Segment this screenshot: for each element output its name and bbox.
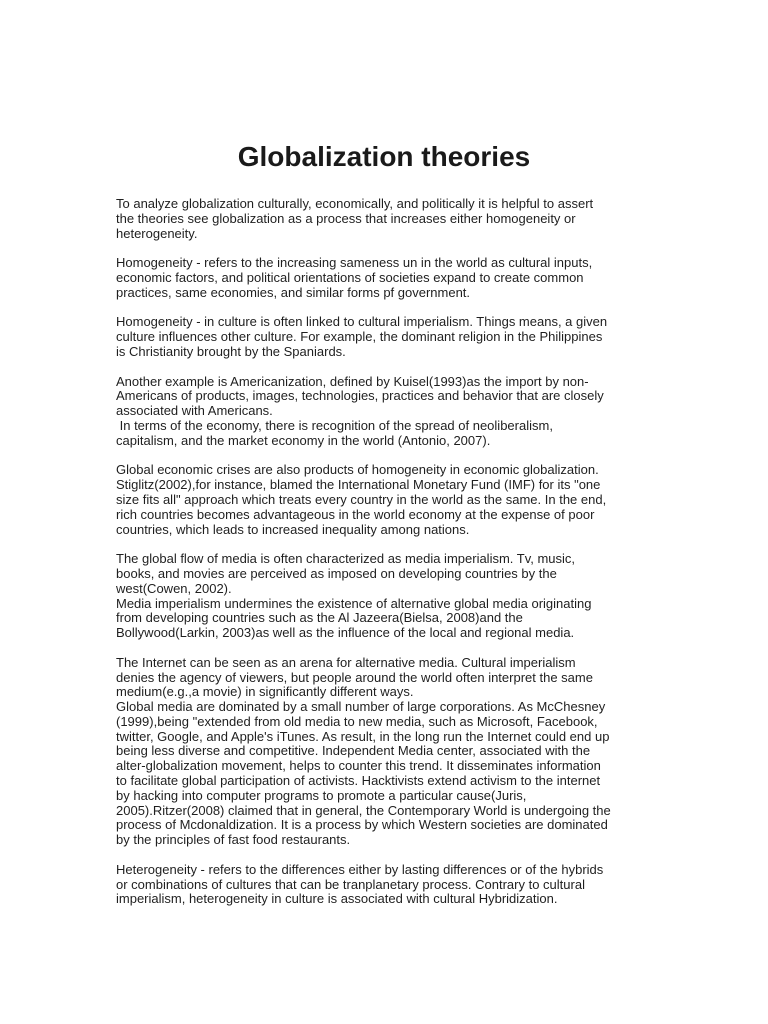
text-line: Stiglitz(2002),for instance, blamed the International Monetary Fund (IMF) for its "one bbox=[116, 477, 601, 493]
paragraph bbox=[116, 463, 656, 537]
text-line: size fits all" approach which treats every country in the world as the same. In the end, bbox=[116, 491, 607, 507]
text-line: countries, which leads to increased inequality among nations. bbox=[116, 521, 470, 537]
paragraph bbox=[116, 552, 656, 641]
paragraph bbox=[116, 256, 656, 300]
text-line: heterogeneity. bbox=[116, 225, 198, 241]
text-line: being less diverse and competitive. Independent Media center, associated with the bbox=[116, 743, 591, 759]
paragraph bbox=[116, 315, 656, 359]
text-line: rich countries becomes advantageous in the world economy at the expense of poor bbox=[116, 506, 595, 522]
text-line: associated with Americans. bbox=[116, 403, 273, 419]
text-line: Global media are dominated by a small number of large corporations. As McChesney bbox=[116, 699, 606, 715]
text-line: In terms of the economy, there is recognition of the spread of neoliberalism, bbox=[116, 417, 553, 433]
paragraph bbox=[116, 197, 656, 241]
paragraph bbox=[116, 863, 656, 907]
text-line: denies the agency of viewers, but people around the world often interpret the same bbox=[116, 669, 593, 685]
text-line: The global flow of media is often characterized as media imperialism. Tv, music, bbox=[116, 551, 576, 567]
text-line: from developing countries such as the Al Jazeera(Bielsa, 2008)and the bbox=[116, 610, 523, 626]
text-line: west(Cowen, 2002). bbox=[116, 580, 232, 596]
text-line: The Internet can be seen as an arena for alternative media. Cultural imperialism bbox=[116, 654, 576, 670]
text-line: by the principles of fast food restaurants. bbox=[116, 832, 351, 848]
text-line: Bollywood(Larkin, 2003)as well as the influence of the local and regional media. bbox=[116, 625, 575, 641]
text-line: medium(e.g.,a movie) in significantly different ways. bbox=[116, 684, 414, 700]
page-title: Globalization theories bbox=[237, 140, 531, 172]
text-line: Homogeneity - refers to the increasing sameness un in the world as cultural inputs, bbox=[116, 255, 593, 271]
text-line: alter-globalization movement, helps to counter this trend. It disseminates information bbox=[116, 758, 601, 774]
text-line: To analyze globalization culturally, economically, and politically it is helpful to assert bbox=[116, 196, 594, 211]
text-line: the theories see globalization as a process that increases either homogeneity or bbox=[116, 210, 576, 226]
text-line: economic factors, and political orientations of societies expand to create common bbox=[116, 269, 584, 285]
text-line: practices, same economies, and similar forms pf government. bbox=[116, 284, 471, 300]
text-line: twitter, Google, and Apple's iTunes. As result, in the long run the Internet could end up bbox=[116, 728, 610, 744]
text-line: 2005).Ritzer(2008) claimed that in general, the Contemporary World is undergoing the bbox=[116, 802, 611, 818]
text-line: Homogeneity - in culture is often linked to cultural imperialism. Things means, a given bbox=[116, 314, 608, 330]
text-line: process of Mcdonaldization. It is a process by which Western societies are dominated bbox=[116, 817, 608, 833]
text-line: Heterogeneity - refers to the differences either by lasting differences or of the hybrids bbox=[116, 861, 604, 877]
text-line: books, and movies are perceived as imposed on developing countries by the bbox=[116, 565, 557, 581]
text-line: capitalism, and the market economy in the world (Antonio, 2007). bbox=[116, 432, 491, 448]
text-line: by hacking into computer programs to promote a particular cause(Juris, bbox=[116, 787, 527, 803]
text-line: Global economic crises are also products of homogeneity in economic globalization. bbox=[116, 462, 599, 478]
document-body bbox=[116, 197, 656, 922]
text-line: Media imperialism undermines the existence of alternative global media originating bbox=[116, 595, 592, 611]
text-line: culture influences other culture. For example, the dominant religion in the Philippines bbox=[116, 329, 603, 345]
text-line: is Christianity brought by the Spaniards. bbox=[116, 343, 346, 359]
text-line: to facilitate global participation of activists. Hacktivists extend activism to the internet bbox=[116, 773, 601, 789]
paragraph bbox=[116, 375, 656, 449]
text-line: (1999),being "extended from old media to new media, such as Microsoft, Facebook, bbox=[116, 713, 598, 729]
text-line: imperialism, heterogeneity in culture is associated with cultural Hybridization. bbox=[116, 891, 558, 907]
text-line: or combinations of cultures that can be tranplanetary process. Contrary to cultural bbox=[116, 876, 585, 892]
paragraph bbox=[116, 656, 656, 848]
text-line: Another example is Americanization, defined by Kuisel(1993)as the import by non- bbox=[116, 373, 589, 389]
text-line: Americans of products, images, technologies, practices and behavior that are closely bbox=[116, 388, 604, 404]
